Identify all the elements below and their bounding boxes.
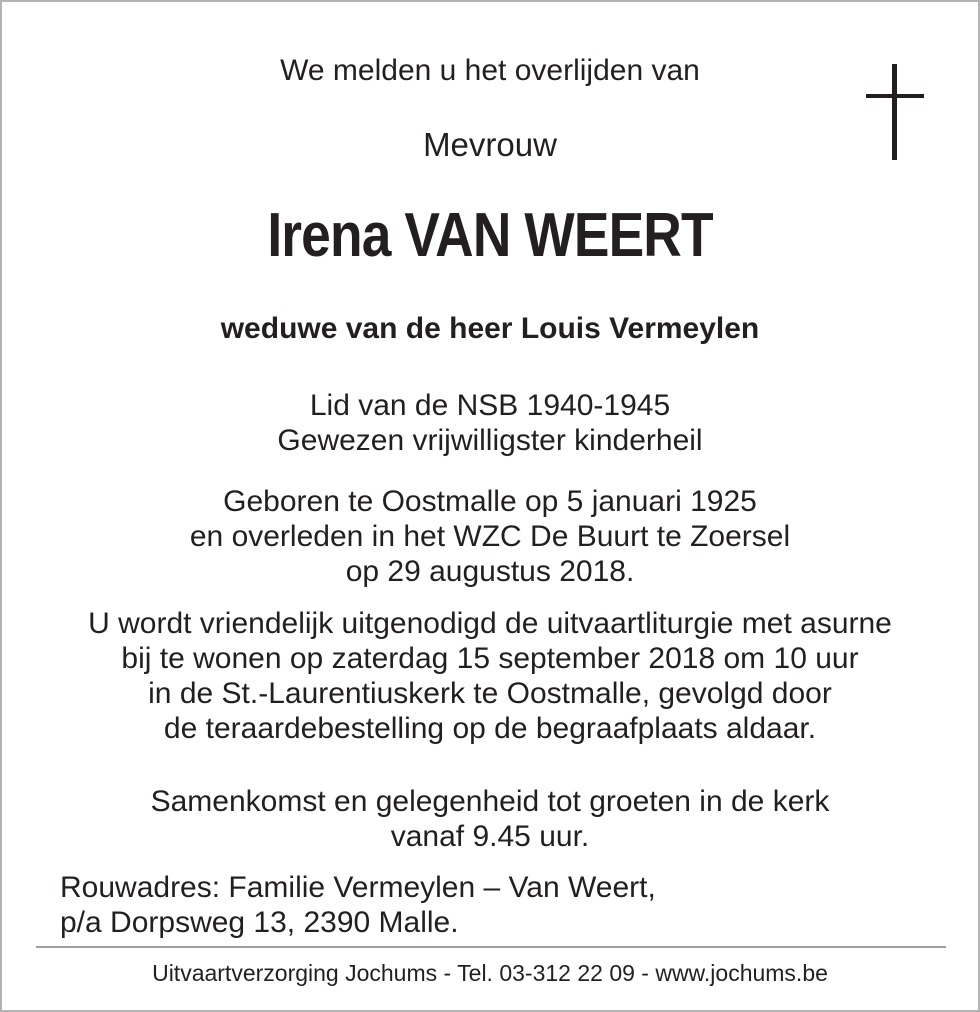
funeral-line: de teraardebestelling op de begraafplaats aldaar. (163, 712, 817, 745)
role-line: Lid van de NSB 1940-1945 (309, 389, 671, 422)
gathering-block (2, 784, 978, 854)
birth-death-line: en overleden in het WZC De Buurt te Zoersel (189, 520, 791, 553)
deceased-name: Irena VAN WEERT (267, 201, 713, 270)
gathering-line: Samenkomst en gelegenheid tot groeten in de kerk (150, 785, 830, 818)
birth-death-block (2, 484, 978, 589)
funeral-line: in de St.-Laurentiuskerk te Oostmalle, gevolgd door (148, 677, 832, 710)
spouse-line: weduwe van de heer Louis Vermeylen (220, 312, 760, 345)
intro-text: We melden u het overlijden van (280, 54, 700, 87)
birth-death-line: Geboren te Oostmalle op 5 januari 1925 (223, 485, 757, 518)
address-line: Rouwadres: Familie Vermeylen – Van Weert, (60, 871, 656, 904)
role-line: Gewezen vrijwilligster kinderheil (277, 424, 703, 457)
funeral-director-footer: Uitvaartverzorging Jochums - Tel. 03-312 22 09 - www.jochums.be (152, 960, 828, 986)
gathering-line: vanaf 9.45 uur. (390, 820, 590, 853)
funeral-block (2, 606, 978, 746)
address-line: p/a Dorpsweg 13, 2390 Malle. (60, 906, 459, 939)
birth-death-line: op 29 augustus 2018. (345, 555, 635, 588)
funeral-line: bij te wonen op zaterdag 15 september 2018 om 10 uur (121, 642, 859, 675)
cross-horizontal-bar (866, 94, 924, 98)
honorific: Mevrouw (423, 126, 557, 163)
funeral-line: U wordt vriendelijk uitgenodigd de uitvaartliturgie met asurne (88, 607, 892, 640)
footer-divider (36, 946, 946, 948)
mourning-address (60, 870, 656, 940)
roles-block (2, 388, 978, 458)
